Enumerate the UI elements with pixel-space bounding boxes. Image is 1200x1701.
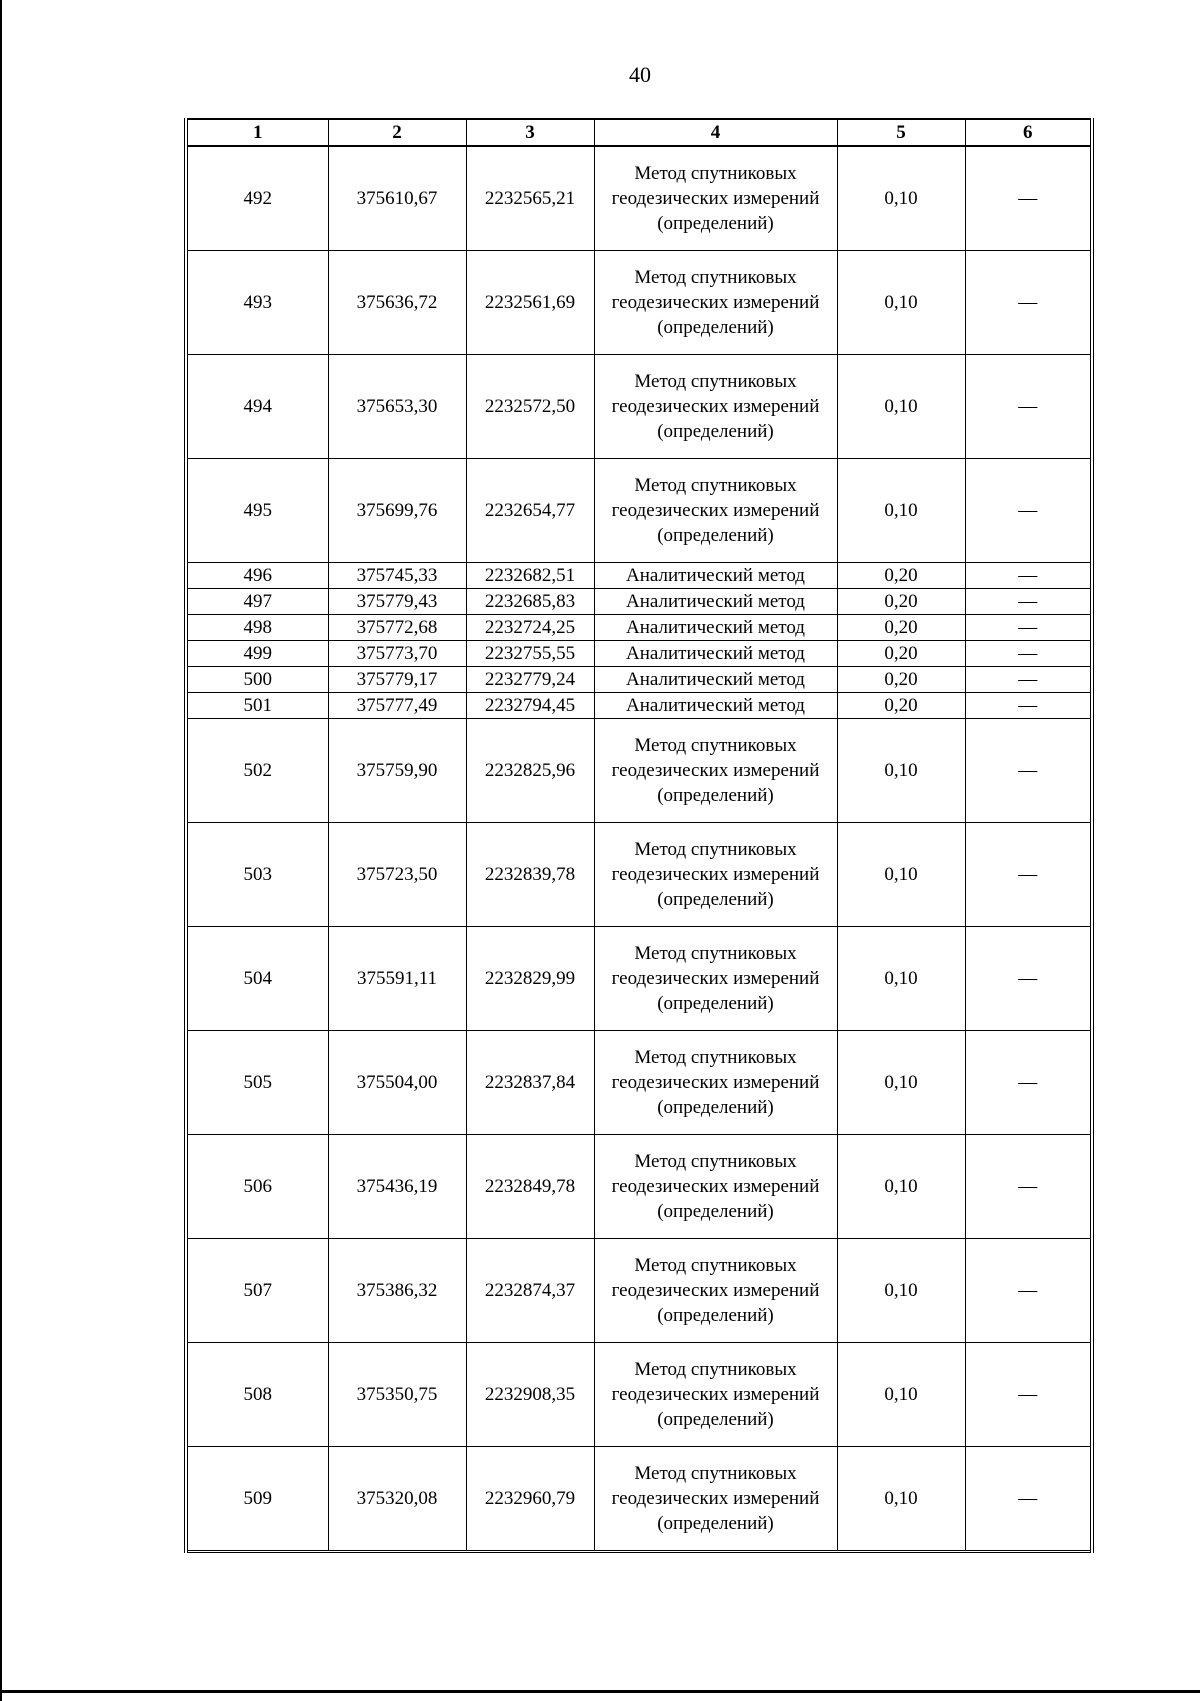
table-row — [186, 563, 1092, 589]
note-cell: — — [965, 146, 1092, 251]
method-cell: Метод спутниковых геодезических измерений (определений) — [594, 355, 837, 459]
method-cell: Метод спутниковых геодезических измерений (определений) — [594, 251, 837, 355]
y-coordinate-cell: 2232908,35 — [466, 1343, 594, 1447]
method-cell: Аналитический метод — [594, 693, 837, 719]
point-number-cell: 493 — [186, 251, 328, 355]
note-cell: — — [965, 927, 1092, 1031]
y-coordinate-cell: 2232565,21 — [466, 146, 594, 251]
page-number: 40 — [629, 62, 651, 87]
table-row — [186, 1343, 1092, 1447]
table-row — [186, 641, 1092, 667]
point-number-cell: 499 — [186, 641, 328, 667]
y-coordinate-cell: 2232874,37 — [466, 1239, 594, 1343]
table-row — [186, 1447, 1092, 1552]
y-coordinate-cell: 2232654,77 — [466, 459, 594, 563]
note-cell: — — [965, 641, 1092, 667]
y-coordinate-cell: 2232724,25 — [466, 615, 594, 641]
accuracy-cell: 0,20 — [837, 563, 965, 589]
x-coordinate-cell: 375699,76 — [328, 459, 466, 563]
note-cell: — — [965, 1239, 1092, 1343]
accuracy-cell: 0,10 — [837, 1031, 965, 1135]
table-row — [186, 693, 1092, 719]
x-coordinate-cell: 375610,67 — [328, 146, 466, 251]
method-cell: Аналитический метод — [594, 615, 837, 641]
accuracy-cell: 0,10 — [837, 1135, 965, 1239]
method-cell: Аналитический метод — [594, 641, 837, 667]
note-cell: — — [965, 589, 1092, 615]
method-cell: Метод спутниковых геодезических измерений (определений) — [594, 719, 837, 823]
accuracy-cell: 0,10 — [837, 355, 965, 459]
x-coordinate-cell: 375772,68 — [328, 615, 466, 641]
accuracy-cell: 0,10 — [837, 251, 965, 355]
method-cell: Аналитический метод — [594, 563, 837, 589]
table-row — [186, 355, 1092, 459]
column-header: 6 — [965, 119, 1092, 146]
point-number-cell: 497 — [186, 589, 328, 615]
accuracy-cell: 0,10 — [837, 146, 965, 251]
table-row — [186, 615, 1092, 641]
x-coordinate-cell: 375759,90 — [328, 719, 466, 823]
point-number-cell: 501 — [186, 693, 328, 719]
x-coordinate-cell: 375779,17 — [328, 667, 466, 693]
accuracy-cell: 0,20 — [837, 615, 965, 641]
accuracy-cell: 0,10 — [837, 927, 965, 1031]
note-cell: — — [965, 693, 1092, 719]
y-coordinate-cell: 2232837,84 — [466, 1031, 594, 1135]
point-number-cell: 505 — [186, 1031, 328, 1135]
point-number-cell: 507 — [186, 1239, 328, 1343]
point-number-cell: 492 — [186, 146, 328, 251]
y-coordinate-cell: 2232839,78 — [466, 823, 594, 927]
note-cell: — — [965, 719, 1092, 823]
table-row — [186, 146, 1092, 251]
x-coordinate-cell: 375779,43 — [328, 589, 466, 615]
table-header-row — [186, 119, 1092, 146]
column-header: 3 — [466, 119, 594, 146]
note-cell: — — [965, 355, 1092, 459]
y-coordinate-cell: 2232682,51 — [466, 563, 594, 589]
point-number-cell: 506 — [186, 1135, 328, 1239]
y-coordinate-cell: 2232779,24 — [466, 667, 594, 693]
point-number-cell: 500 — [186, 667, 328, 693]
note-cell: — — [965, 1343, 1092, 1447]
note-cell: — — [965, 563, 1092, 589]
x-coordinate-cell: 375350,75 — [328, 1343, 466, 1447]
y-coordinate-cell: 2232825,96 — [466, 719, 594, 823]
x-coordinate-cell: 375386,32 — [328, 1239, 466, 1343]
method-cell: Метод спутниковых геодезических измерений (определений) — [594, 1239, 837, 1343]
table-row — [186, 1239, 1092, 1343]
table-body — [186, 146, 1092, 1552]
accuracy-cell: 0,10 — [837, 459, 965, 563]
point-number-cell: 496 — [186, 563, 328, 589]
table-row — [186, 459, 1092, 563]
column-header: 4 — [594, 119, 837, 146]
y-coordinate-cell: 2232572,50 — [466, 355, 594, 459]
method-cell: Метод спутниковых геодезических измерений (определений) — [594, 146, 837, 251]
method-cell: Метод спутниковых геодезических измерений (определений) — [594, 1031, 837, 1135]
accuracy-cell: 0,10 — [837, 719, 965, 823]
table-row — [186, 251, 1092, 355]
x-coordinate-cell: 375320,08 — [328, 1447, 466, 1552]
point-number-cell: 495 — [186, 459, 328, 563]
table-row — [186, 667, 1092, 693]
accuracy-cell: 0,10 — [837, 823, 965, 927]
point-number-cell: 503 — [186, 823, 328, 927]
x-coordinate-cell: 375504,00 — [328, 1031, 466, 1135]
x-coordinate-cell: 375773,70 — [328, 641, 466, 667]
note-cell: — — [965, 615, 1092, 641]
method-cell: Аналитический метод — [594, 667, 837, 693]
point-number-cell: 509 — [186, 1447, 328, 1552]
accuracy-cell: 0,10 — [837, 1447, 965, 1552]
y-coordinate-cell: 2232561,69 — [466, 251, 594, 355]
x-coordinate-cell: 375653,30 — [328, 355, 466, 459]
point-number-cell: 504 — [186, 927, 328, 1031]
x-coordinate-cell: 375777,49 — [328, 693, 466, 719]
accuracy-cell: 0,10 — [837, 1343, 965, 1447]
y-coordinate-cell: 2232849,78 — [466, 1135, 594, 1239]
x-coordinate-cell: 375591,11 — [328, 927, 466, 1031]
x-coordinate-cell: 375745,33 — [328, 563, 466, 589]
method-cell: Аналитический метод — [594, 589, 837, 615]
note-cell: — — [965, 823, 1092, 927]
scan-left-edge — [0, 0, 2, 1701]
table-row — [186, 927, 1092, 1031]
table-row — [186, 719, 1092, 823]
y-coordinate-cell: 2232794,45 — [466, 693, 594, 719]
x-coordinate-cell: 375636,72 — [328, 251, 466, 355]
note-cell: — — [965, 1031, 1092, 1135]
y-coordinate-cell: 2232829,99 — [466, 927, 594, 1031]
accuracy-cell: 0,20 — [837, 589, 965, 615]
column-header: 5 — [837, 119, 965, 146]
method-cell: Метод спутниковых геодезических измерений (определений) — [594, 1135, 837, 1239]
table-row — [186, 589, 1092, 615]
column-header: 2 — [328, 119, 466, 146]
note-cell: — — [965, 251, 1092, 355]
point-number-cell: 508 — [186, 1343, 328, 1447]
point-number-cell: 498 — [186, 615, 328, 641]
method-cell: Метод спутниковых геодезических измерений (определений) — [594, 823, 837, 927]
note-cell: — — [965, 1447, 1092, 1552]
y-coordinate-cell: 2232960,79 — [466, 1447, 594, 1552]
table-row — [186, 823, 1092, 927]
method-cell: Метод спутниковых геодезических измерений (определений) — [594, 1447, 837, 1552]
accuracy-cell: 0,20 — [837, 641, 965, 667]
accuracy-cell: 0,20 — [837, 693, 965, 719]
method-cell: Метод спутниковых геодезических измерений (определений) — [594, 459, 837, 563]
point-number-cell: 494 — [186, 355, 328, 459]
coordinates-table — [184, 118, 1094, 1553]
method-cell: Метод спутниковых геодезических измерений (определений) — [594, 1343, 837, 1447]
scan-bottom-edge — [0, 1690, 1200, 1693]
accuracy-cell: 0,20 — [837, 667, 965, 693]
y-coordinate-cell: 2232755,55 — [466, 641, 594, 667]
method-cell: Метод спутниковых геодезических измерений (определений) — [594, 927, 837, 1031]
x-coordinate-cell: 375436,19 — [328, 1135, 466, 1239]
point-number-cell: 502 — [186, 719, 328, 823]
y-coordinate-cell: 2232685,83 — [466, 589, 594, 615]
accuracy-cell: 0,10 — [837, 1239, 965, 1343]
note-cell: — — [965, 667, 1092, 693]
table-row — [186, 1135, 1092, 1239]
column-header: 1 — [186, 119, 328, 146]
table-row — [186, 1031, 1092, 1135]
note-cell: — — [965, 1135, 1092, 1239]
x-coordinate-cell: 375723,50 — [328, 823, 466, 927]
note-cell: — — [965, 459, 1092, 563]
